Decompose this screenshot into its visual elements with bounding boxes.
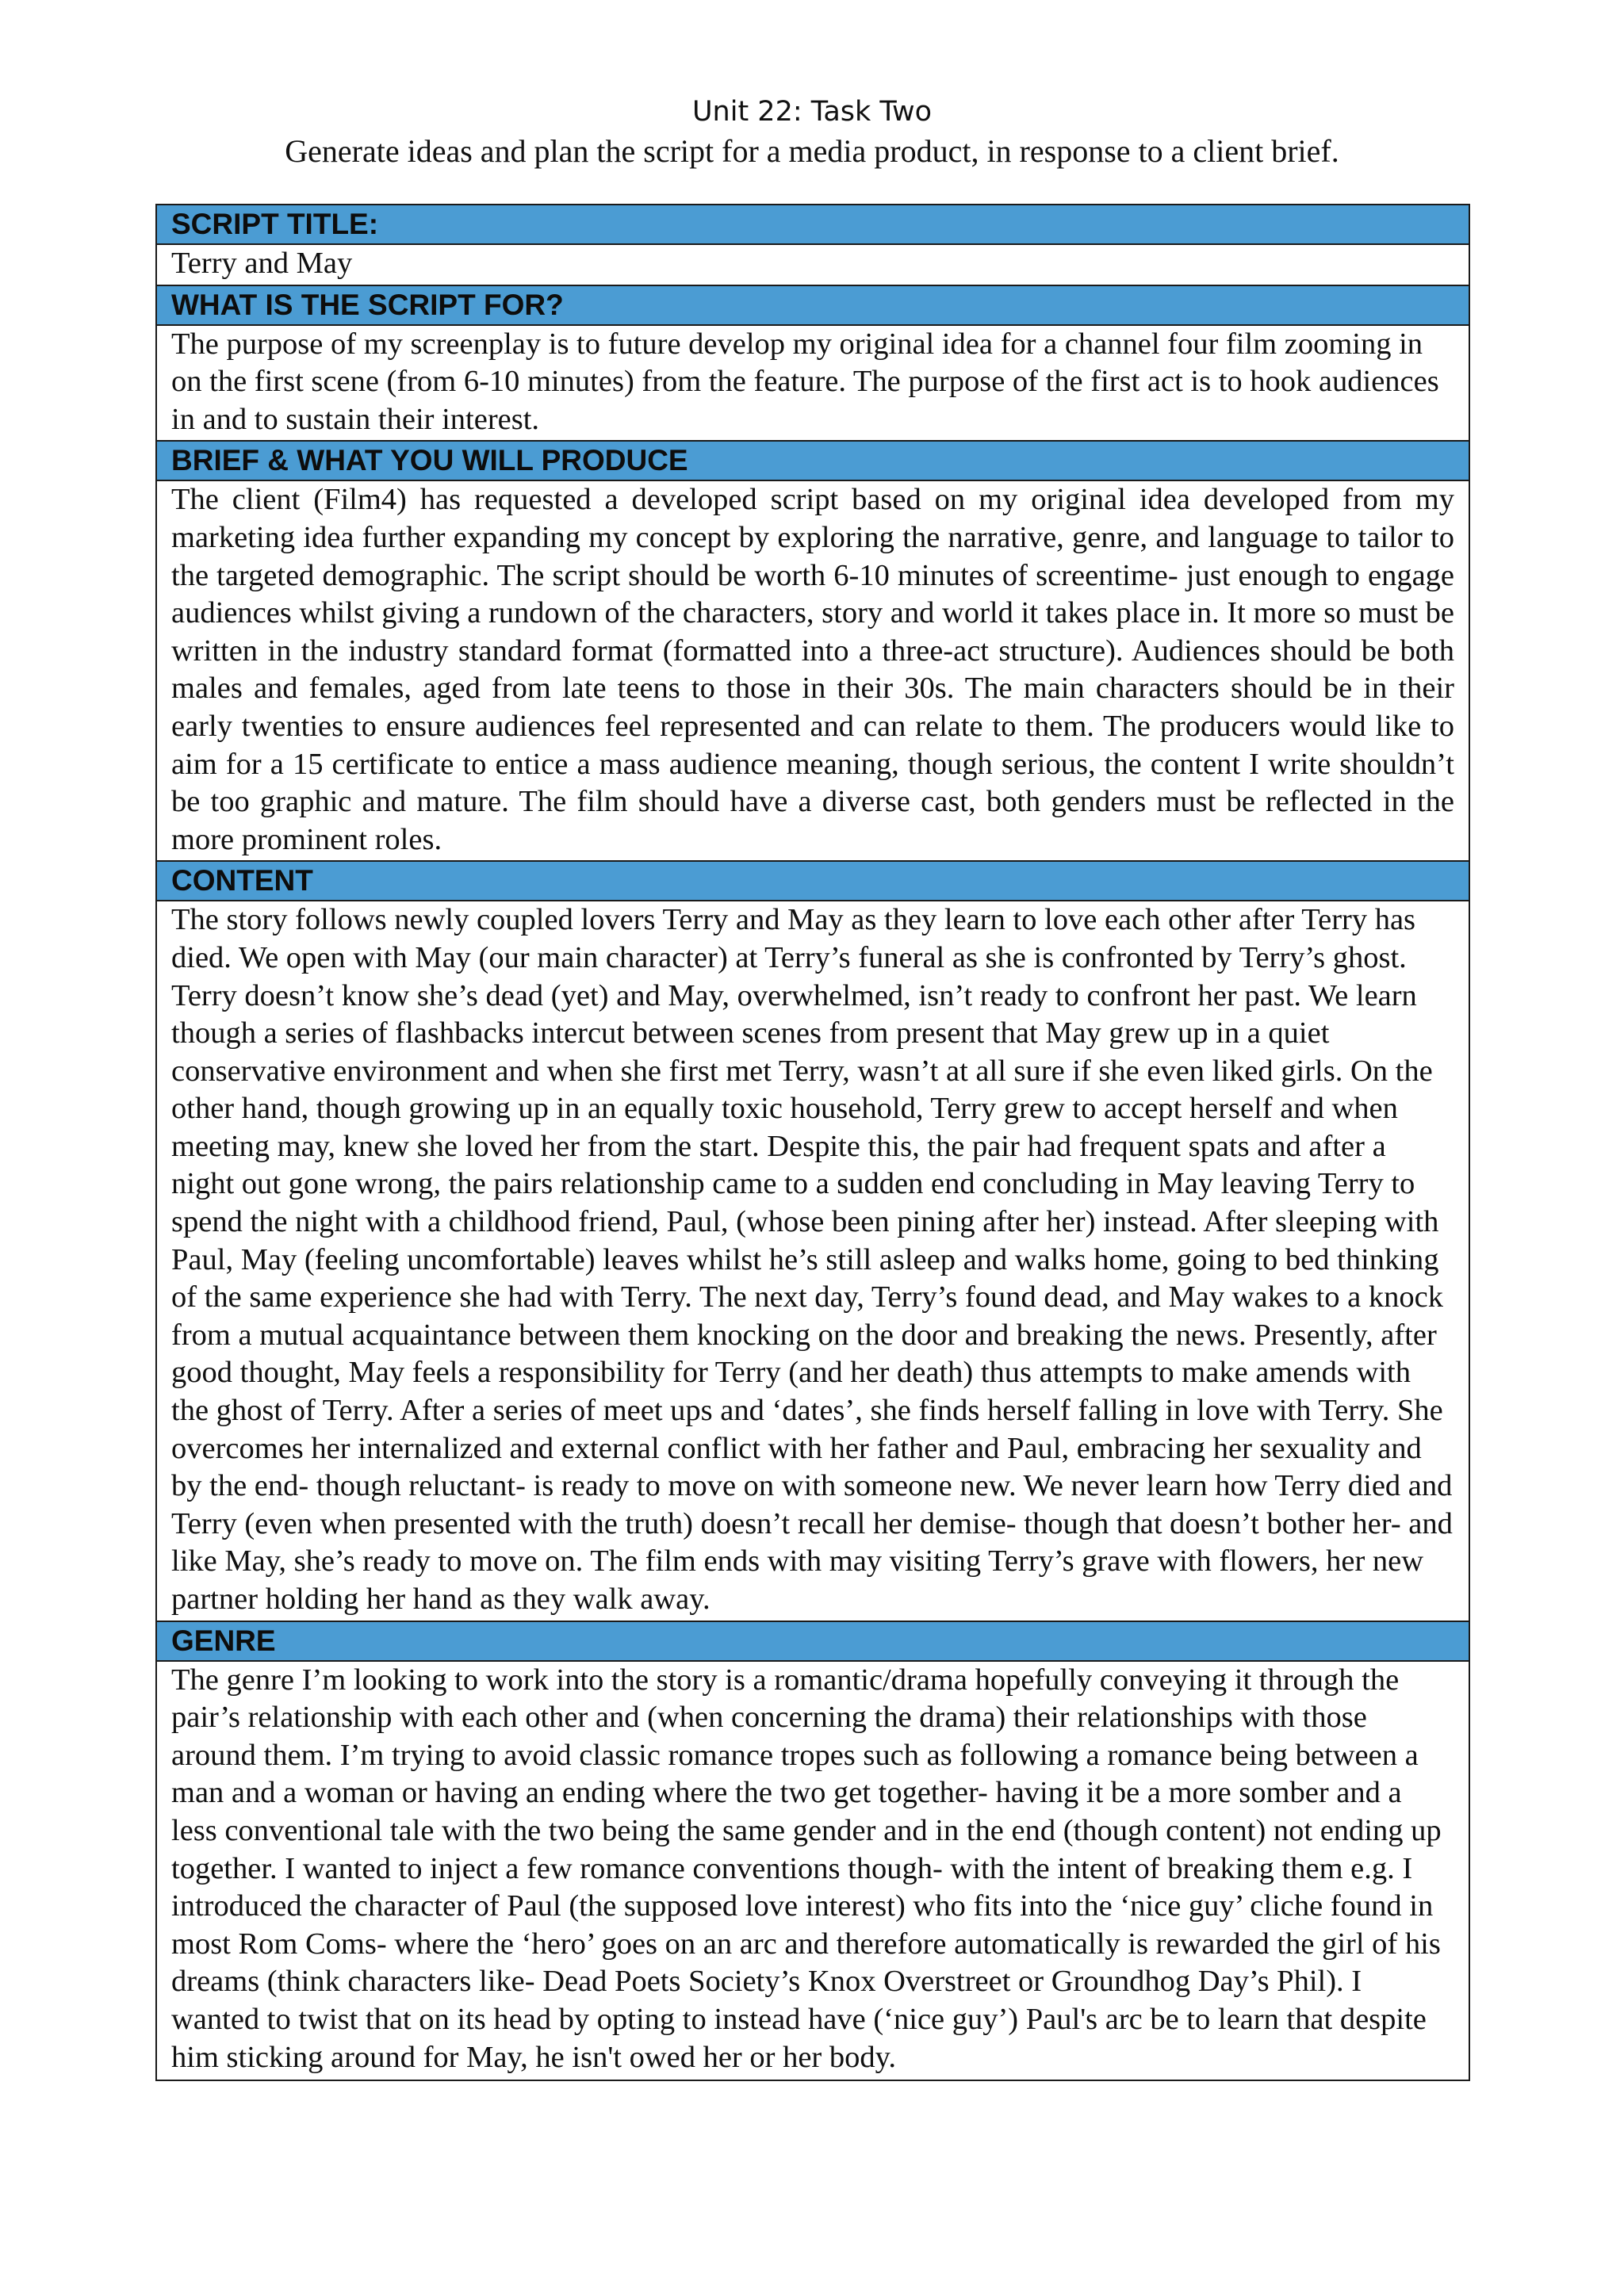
script-purpose-header: WHAT IS THE SCRIPT FOR? — [157, 286, 1469, 326]
brief-header: BRIEF & WHAT YOU WILL PRODUCE — [157, 442, 1469, 481]
script-purpose-text: The purpose of my screenplay is to future develop my original idea for a channel four film zooming in on the first scene (from 6-10 minutes) from the feature. The purpose of the first act is to hook audiences in and to sustain their interest. — [157, 326, 1469, 442]
content-header: CONTENT — [157, 862, 1469, 901]
brief-text: The client (Film4) has requested a developed script based on my original idea developed from my marketing idea further expanding my concept by exploring the narrative, genre, and language to tailor to the targeted demographic. The script should be worth 6-10 minutes of screentime- just enough to engage audiences whilst giving a rundown of the characters, story and world it takes place in. It more so must be written in the industry standard format (formatted into a three-act structure). Audiences should be both males and females, aged from late teens to those in their 30s. The main characters should be in their early twenties to ensure audiences feel represented and can relate to them. The producers would like to aim for a 15 certificate to entice a mass audience meaning, though serious, the content I write shouldn’t be too graphic and mature. The film should have a diverse cast, both genders must be reflected in the more prominent roles. — [157, 481, 1469, 862]
content-text: The story follows newly coupled lovers Terry and May as they learn to love each other after Terry has died. We open with May (our main character) at Terry’s funeral as she is confronted by Terry’s ghost. Terry doesn’t know she’s dead (yet) and May, overwhelmed, isn’t ready to confront her past. We learn though a series of flashbacks intercut between scenes from present that May grew up in a quiet conservative environment and when she first met Terry, wasn’t at all sure if she even liked girls. On the other hand, though growing up in an equally toxic household, Terry grew to accept herself and when meeting may, knew she loved her from the start. Despite this, the pair had frequent spats and after a night out gone wrong, the pairs relationship came to a sudden end concluding in May leaving Terry to spend the night with a childhood friend, Paul, (whose been pining after her) instead. After sleeping with Paul, May (feeling uncomfortable) leaves whilst he’s still asleep and walks home, going to bed thinking of the same experience she had with Terry. The next day, Terry’s found dead, and May wakes to a knock from a mutual acquaintance between them knocking on the door and breaking the news. Presently, after good thought, May feels a responsibility for Terry (and her death) thus attempts to make amends with the ghost of Terry. After a series of meet ups and ‘dates’, she finds herself falling in love with Terry. She overcomes her internalized and external conflict with her father and Paul, embracing her sexuality and by the end- though reluctant- is ready to move on with someone new. We never learn how Terry died and Terry (even when presented with the truth) doesn’t recall her demise- though that doesn’t bother her- and like May, she’s ready to move on. The film ends with may visiting Terry’s grave with flowers, her new partner holding her hand as they walk away. — [157, 901, 1469, 1621]
document-title: Unit 22: Task Two — [691, 96, 933, 128]
script-plan-table — [155, 204, 1470, 2081]
document-subtitle: Generate ideas and plan the script for a media product, in response to a client brief. — [285, 133, 1339, 169]
script-title-header: SCRIPT TITLE: — [157, 205, 1469, 245]
genre-header: GENRE — [157, 1622, 1469, 1662]
genre-text: The genre I’m looking to work into the story is a romantic/drama hopefully conveying it through the pair’s relationship with each other and (when concerning the drama) their relationships with those around them. I’m trying to avoid classic romance tropes such as following a romance being between a man and a woman or having an ending where the two get together- having it be a more somber and a less conventional tale with the two being the same gender and in the end (though content) not ending up together. I wanted to inject a few romance conventions though- with the intent of breaking them e.g. I introduced the character of Paul (the supposed love interest) who fits into the ‘nice guy’ cliche found in most Rom Coms- where the ‘hero’ goes on an arc and therefore automatically is rewarded the girl of his dreams (think characters like- Dead Poets Society’s Knox Overstreet or Groundhog Day’s Phil). I wanted to twist that on its head by opting to instead have (‘nice guy’) Paul's arc be to learn that despite him sticking around for May, he isn't owed her or her body. — [171, 1663, 1442, 2074]
script-title-value: Terry and May — [157, 245, 1469, 286]
